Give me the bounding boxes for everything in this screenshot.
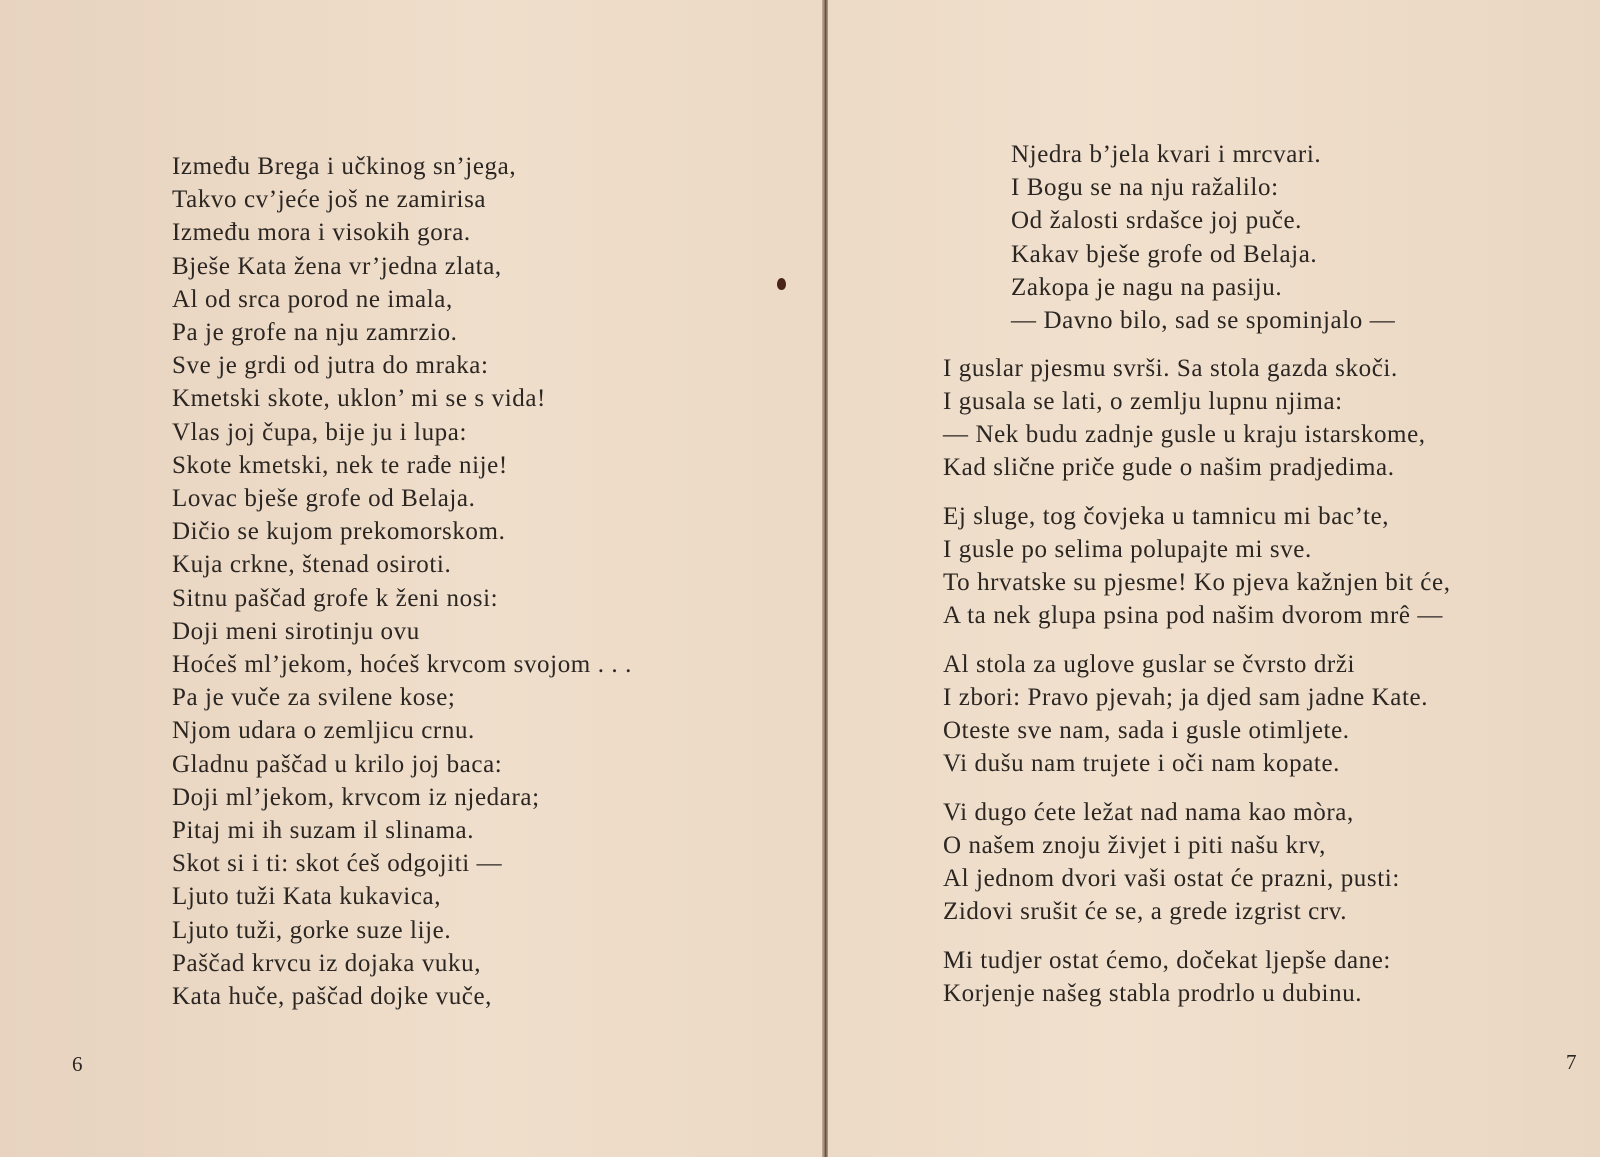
poem-line: Između mora i visokih gora. <box>172 219 471 247</box>
right-page <box>829 0 1600 1157</box>
poem-line: Ljuto tuži, gorke suze lije. <box>172 916 452 944</box>
poem-line: Dičio se kujom prekomorskom. <box>172 518 506 546</box>
poem-line: Pa je vuče za svilene kose; <box>172 684 456 712</box>
poem-line: — Nek budu zadnje gusle u kraju istarskome, <box>943 421 1426 448</box>
left-poem-text <box>172 150 632 1013</box>
poem-line: Korjenje našeg stabla prodrlo u dubinu. <box>943 980 1363 1007</box>
poem-line: Mi tudjer ostat ćemo, dočekat ljepše dane: <box>943 947 1391 974</box>
poem-line: Gladnu paščad u krilo joj baca: <box>172 750 503 778</box>
poem-line: Pitaj mi ih suzam il slinama. <box>172 817 475 845</box>
poem-line: Kuja crkne, štenad osiroti. <box>172 551 452 579</box>
poem-line: Pa je grofe na nju zamrzio. <box>172 319 458 347</box>
right-page-number: 7 <box>1566 1050 1577 1074</box>
stanza <box>943 648 1428 780</box>
poem-line: Vlas joj čupa, bije ju i lupa: <box>172 418 468 446</box>
poem-line: Zidovi srušit će se, a grede izgrist crv. <box>943 898 1348 925</box>
poem-line: Doji ml’jekom, krvcom iz njedara; <box>172 783 540 811</box>
poem-line: Bješe Kata žena vr’jedna zlata, <box>172 252 502 280</box>
poem-line: Oteste sve nam, sada i gusle otimljete. <box>943 717 1350 744</box>
poem-line: O našem znoju živjet i piti našu krv, <box>943 832 1327 859</box>
poem-line: Lovac bješe grofe od Belaja. <box>172 485 476 513</box>
poem-line: Paščad krvcu iz dojaka vuku, <box>172 949 482 977</box>
right-opening-lines <box>1011 138 1395 337</box>
stanza <box>943 352 1426 484</box>
poem-line: Kakav bješe grofe od Belaja. <box>1011 240 1318 268</box>
book-gutter <box>822 0 828 1157</box>
poem-line: — Davno bilo, sad se spominjalo — <box>1011 307 1396 335</box>
poem-line: Hoćeš ml’jekom, hoćeš krvcom svojom . . . <box>172 651 632 679</box>
poem-line: Između Brega i učkinog sn’jega, <box>172 153 517 180</box>
poem-line: Kmetski skote, uklon’ mi se s vida! <box>172 385 546 413</box>
poem-line: Kata huče, paščad dojke vuče, <box>172 983 493 1011</box>
poem-line: Vi dugo ćete ležat nad nama kao mòra, <box>943 799 1354 826</box>
stanza <box>943 796 1400 928</box>
poem-line: Njedra b’jela kvari i mrcvari. <box>1011 141 1322 168</box>
poem-line: I zbori: Pravo pjevah; ja djed sam jadne Kate. <box>943 684 1429 711</box>
poem-line: Skot si i ti: skot ćeš odgojiti — <box>172 850 503 878</box>
poem-line: Ljuto tuži Kata kukavica, <box>172 883 442 911</box>
poem-line: Vi dušu nam trujete i oči nam kopate. <box>943 750 1340 777</box>
poem-line: Kad slične priče gude o našim pradjedima. <box>943 454 1395 481</box>
stanza <box>943 500 1451 632</box>
left-page-number: 6 <box>72 1052 83 1076</box>
poem-line: I gusle po selima polupajte mi sve. <box>943 536 1312 563</box>
poem-line: Zakopa je nagu na pasiju. <box>1011 273 1283 301</box>
poem-line: Al od srca porod ne imala, <box>172 285 453 313</box>
poem-line: Sve je grdi od jutra do mraka: <box>172 352 489 380</box>
stanza <box>943 944 1391 1010</box>
poem-line: A ta nek glupa psina pod našim dvorom mrê — <box>943 602 1444 629</box>
poem-line: Takvo cv’jeće još ne zamirisa <box>172 186 487 214</box>
poem-line: Al stola za uglove guslar se čvrsto drži <box>943 651 1356 678</box>
poem-line: Skote kmetski, nek te rađe nije! <box>172 451 508 479</box>
poem-line: To hrvatske su pjesme! Ko pjeva kažnjen bit će, <box>943 569 1451 596</box>
poem-line: Njom udara o zemljicu crnu. <box>172 717 475 745</box>
poem-line: I gusala se lati, o zemlju lupnu njima: <box>943 388 1343 415</box>
poem-line: Od žalosti srdašce joj puče. <box>1011 207 1303 235</box>
poem-line: Ej sluge, tog čovjeka u tamnicu mi bac’te, <box>943 503 1390 530</box>
poem-line: I guslar pjesmu svrši. Sa stola gazda skoči. <box>943 355 1398 382</box>
ink-blot <box>777 278 786 290</box>
poem-line: Doji meni sirotinju ovu <box>172 617 420 645</box>
poem-line: I Bogu se na nju ražalilo: <box>1011 174 1279 202</box>
poem-line: Al jednom dvori vaši ostat će prazni, pusti: <box>943 865 1400 892</box>
poem-line: Sitnu paščad grofe k ženi nosi: <box>172 584 499 612</box>
